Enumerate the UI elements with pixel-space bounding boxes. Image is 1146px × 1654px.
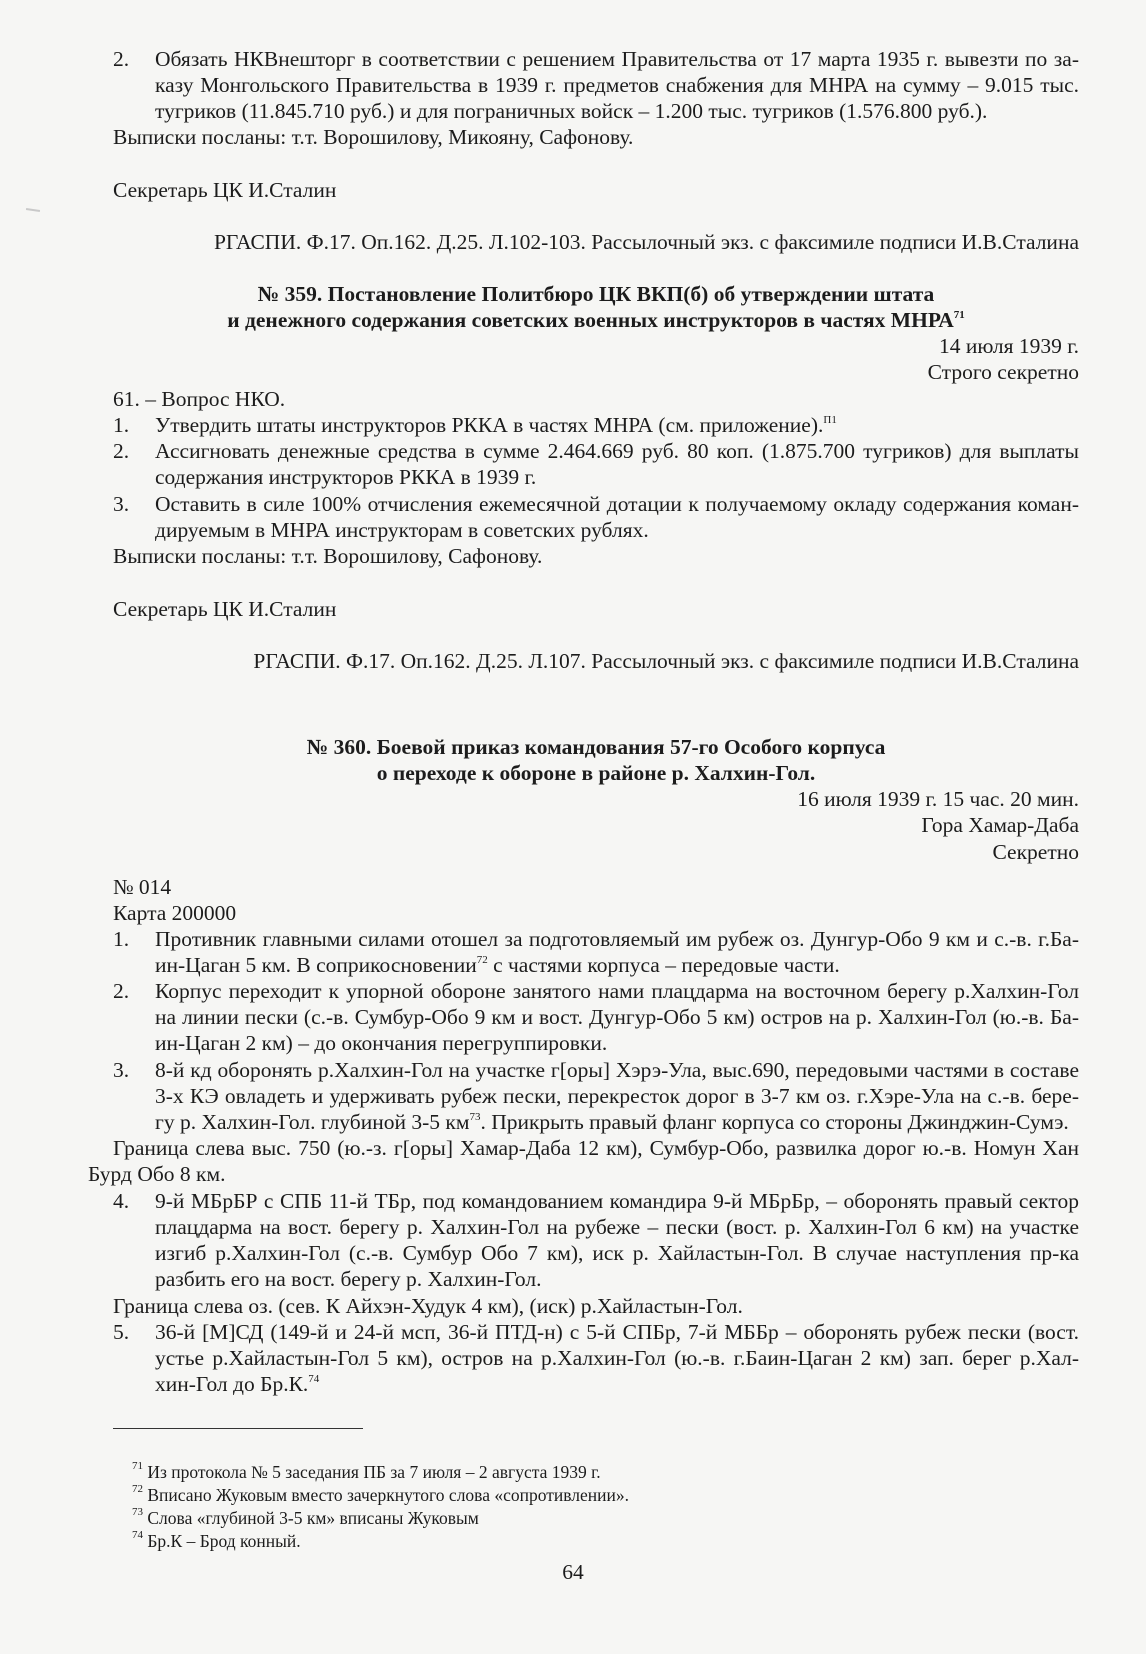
boundary-line: Бурд Обо 8 км. [88, 1162, 226, 1186]
footnote [132, 1505, 479, 1529]
footnote [132, 1459, 601, 1483]
list-item: изгиб р.Халхин-Гол (с.-в. Сумбур Обо 7 км), иск р. Хайластын-Гол. В случае наступления пр-ка [155, 1241, 1079, 1265]
footnote-number: 71 [132, 1459, 143, 1472]
list-item [155, 413, 837, 439]
boundary-line: Граница слева оз. (сев. К Айхэн-Худук 4 км), (иск) р.Хайластын-Гол. [113, 1294, 743, 1318]
body-line: тугриков (11.845.710 руб.) и для пограничных войск – 1.200 тыс. тугриков (1.576.800 руб.). [155, 99, 988, 123]
footnote-divider [113, 1428, 363, 1429]
list-item [155, 1372, 319, 1398]
list-item: ин-Цаган 2 км) – до окончания перегруппировки. [155, 1031, 608, 1055]
footnote-ref: 72 [476, 954, 488, 966]
document-date: 14 июля 1939 г. [938, 334, 1079, 358]
list-number: 5. [113, 1320, 130, 1344]
list-item: разбить его на вост. берегу р. Халхин-Гол. [155, 1267, 542, 1291]
footnote-ref: 73 [469, 1111, 481, 1123]
list-number: 3. [113, 492, 130, 516]
classification: Секретно [992, 840, 1079, 864]
list-item: Ассигновать денежные средства в сумме 2.464.669 руб. 80 коп. (1.875.700 тугриков) для выплаты [155, 439, 1079, 463]
list-item: Оставить в силе 100% отчисления ежемесячной дотации к получаемому окладу содержания коман- [155, 492, 1079, 516]
list-item [155, 953, 840, 979]
document-date: 16 июля 1939 г. 15 час. 20 мин. [797, 787, 1079, 811]
list-item: содержания инструкторов РККА в 1939 г. [155, 465, 537, 489]
signature: Секретарь ЦК И.Сталин [113, 178, 337, 202]
document-place: Гора Хамар-Даба [921, 813, 1079, 837]
list-item: на линии пески (с.-в. Сумбур-Обо 9 км и вост. Дунгур-Обо 5 км) остров на р. Халхин-Гол (ю.-в. Ба- [155, 1005, 1079, 1029]
page-number: 64 [562, 1560, 584, 1584]
list-number: 1. [113, 927, 130, 951]
order-number: № 014 [113, 875, 172, 899]
list-item [155, 1110, 1069, 1136]
footnote-text: Из протокола № 5 заседания ПБ за 7 июля – 2 августа 1939 г. [147, 1461, 601, 1482]
document-title: № 360. Боевой приказ командования 57-го Особого корпуса [306, 735, 886, 759]
list-number: 2. [113, 47, 130, 71]
document-title-text: и денежного содержания советских военных инструкторов в частях МНРА [227, 308, 954, 332]
list-item-text: с частями корпуса – передовые части. [487, 953, 840, 977]
footnote-number: 72 [132, 1482, 143, 1495]
boundary-line: Граница слева выс. 750 (ю.-з. г[оры] Хамар-Даба 12 км), Сумбур-Обо, развилка дорог ю.-в. Номун Хан [113, 1136, 1079, 1160]
list-item-text: . Прикрыть правый фланг корпуса со стороны Джинджин-Сумэ. [480, 1110, 1069, 1134]
footnote-ref: 71 [953, 309, 965, 321]
list-item: устье р.Хайластын-Гол 5 км), остров на р.Халхин-Гол (ю.-в. г.Баин-Цаган 2 км) зап. берег р.Хал- [155, 1346, 1079, 1370]
list-item: дируемым в МНРА инструкторам в советских рублях. [155, 518, 649, 542]
list-item-text: хин-Гол до Бр.К. [155, 1372, 309, 1396]
footnote-ref: 74 [308, 1373, 320, 1385]
extracts-line: Выписки посланы: т.т. Ворошилову, Микояну, Сафонову. [113, 125, 634, 149]
body-line: казу Монгольского Правительства в 1939 г. предметов снабжения для МНРА на сумму – 9.015 тыс. [155, 73, 1079, 97]
footnote-number: 73 [132, 1505, 143, 1518]
list-item: 8-й кд оборонять р.Халхин-Гол на участке г[оры] Хэрэ-Ула, выс.690, передовыми частями в составе [155, 1058, 1079, 1082]
list-number: 2. [113, 439, 130, 463]
footnote [132, 1528, 301, 1552]
document-title [113, 308, 1079, 334]
list-item: 3-х КЭ овладеть и удерживать рубеж пески, перекресток дорог в 3-7 км оз. г.Хэре-Ула на с.-в. бере- [155, 1084, 1079, 1108]
map-reference: Карта 200000 [113, 901, 237, 925]
list-item: плацдарма на вост. берегу р. Халхин-Гол на рубеже – пески (вост. р. Халхин-Гол 6 км) на участке [155, 1215, 1079, 1239]
appendix-ref: П1 [823, 414, 837, 426]
list-item-text: ин-Цаган 5 км. В соприкосновении [155, 953, 477, 977]
body-line: Обязать НКВнешторг в соответствии с решением Правительства от 17 марта 1935 г. вывезти по за- [155, 47, 1079, 71]
list-item: 9-й МБрБР с СПБ 11-й ТБр, под командованием командира 9-й МБрБр, – оборонять правый сектор [155, 1189, 1079, 1213]
footnote-text: Слова «глубиной 3-5 км» вписаны Жуковым [147, 1507, 479, 1528]
document-title: № 359. Постановление Политбюро ЦК ВКП(б) об утверждении штата [257, 282, 935, 306]
list-item: Противник главными силами отошел за подготовляемый им рубеж оз. Дунгур-Обо 9 км и с.-в. г.Ба- [155, 927, 1079, 951]
footnote-text: Вписано Жуковым вместо зачеркнутого слова «сопротивлении». [147, 1484, 630, 1505]
footnote-number: 74 [132, 1528, 143, 1541]
classification: Строго секретно [927, 360, 1079, 384]
list-item-text: гу р. Халхин-Гол. глубиной 3-5 км [155, 1110, 470, 1134]
list-number: 3. [113, 1058, 130, 1082]
list-number: 2. [113, 979, 130, 1003]
extracts-line: Выписки посланы: т.т. Ворошилову, Сафонову. [113, 544, 543, 568]
footnote [132, 1482, 630, 1506]
document-title: о переходе к обороне в районе р. Халхин-Гол. [376, 761, 816, 785]
scan-speck [26, 208, 40, 212]
archive-reference: РГАСПИ. Ф.17. Оп.162. Д.25. Л.107. Рассылочный экз. с факсимиле подписи И.В.Сталина [253, 649, 1079, 673]
signature: Секретарь ЦК И.Сталин [113, 597, 337, 621]
footnote-text: Бр.К – Брод конный. [147, 1530, 301, 1551]
archive-reference: РГАСПИ. Ф.17. Оп.162. Д.25. Л.102-103. Рассылочный экз. с факсимиле подписи И.В.Сталина [213, 230, 1079, 254]
list-item-text: Утвердить штаты инструкторов РККА в частях МНРА (см. приложение). [155, 413, 824, 437]
list-number: 4. [113, 1189, 130, 1213]
question-line: 61. – Вопрос НКО. [113, 387, 286, 411]
list-item: Корпус переходит к упорной обороне занятого нами плацдарма на восточном берегу р.Халхин-Гол [155, 979, 1079, 1003]
list-item: 36-й [М]СД (149-й и 24-й мсп, 36-й ПТД-н) с 5-й СПБр, 7-й МББр – оборонять рубеж пески (вост. [155, 1320, 1079, 1344]
list-number: 1. [113, 413, 130, 437]
